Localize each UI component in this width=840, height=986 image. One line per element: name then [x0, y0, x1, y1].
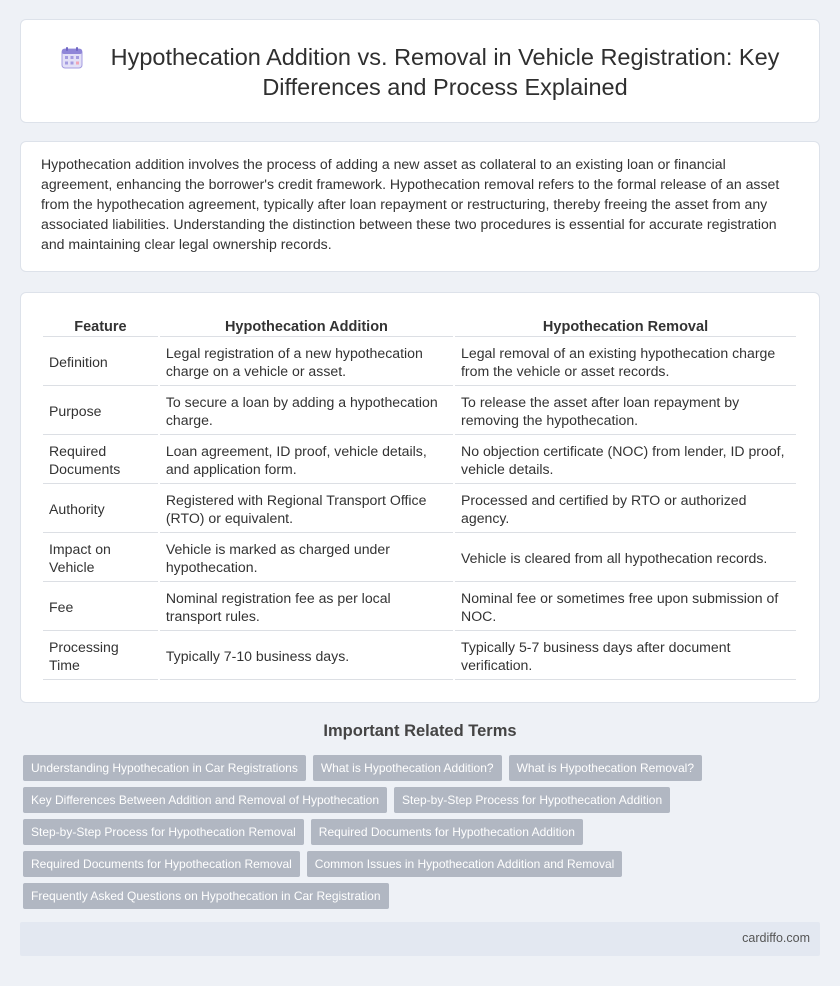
table-row [43, 582, 796, 631]
addition-cell: Nominal registration fee as per local transport rules. [160, 582, 453, 631]
column-header-feature: Feature [43, 317, 158, 337]
table-row [43, 337, 796, 386]
related-term-link[interactable]: Required Documents for Hypothecation Removal [23, 851, 300, 877]
feature-cell: Authority [43, 484, 158, 533]
removal-cell: Nominal fee or sometimes free upon submission of NOC. [455, 582, 796, 631]
column-header-removal: Hypothecation Removal [455, 317, 796, 337]
table-row [43, 484, 796, 533]
related-term-link[interactable]: Frequently Asked Questions on Hypothecation in Car Registration [23, 883, 389, 909]
feature-cell: Required Documents [43, 435, 158, 484]
related-term-link[interactable]: What is Hypothecation Addition? [313, 755, 502, 781]
header-card [20, 19, 820, 123]
comparison-table [41, 317, 798, 680]
removal-cell: Vehicle is cleared from all hypothecation records. [455, 533, 796, 582]
comparison-table-card [20, 292, 820, 703]
tag-row [23, 787, 803, 813]
removal-cell: Processed and certified by RTO or authorized agency. [455, 484, 796, 533]
addition-cell: Loan agreement, ID proof, vehicle details, and application form. [160, 435, 453, 484]
related-term-link[interactable]: Understanding Hypothecation in Car Registrations [23, 755, 306, 781]
feature-cell: Fee [43, 582, 158, 631]
intro-paragraph: Hypothecation addition involves the process of adding a new asset as collateral to an existing loan or financial agreement, enhancing the borrower's credit framework. Hypothecation removal refers to the formal release of an asset from the hypothecation agreement, typically after loan repayment or restructuring, thereby freeing the asset from any associated liabilities. Understanding the distinction between these two procedures is essential for accurate registration and maintaining clear legal ownership records. [41, 156, 780, 252]
page-title: Hypothecation Addition vs. Removal in Vehicle Registration: Key Differences and Process Explained [110, 44, 780, 100]
related-term-link[interactable]: Key Differences Between Addition and Removal of Hypothecation [23, 787, 387, 813]
related-terms-list [23, 755, 803, 915]
related-terms-heading: Important Related Terms [323, 722, 517, 740]
related-term-link[interactable]: Required Documents for Hypothecation Addition [311, 819, 583, 845]
addition-cell: Registered with Regional Transport Office (RTO) or equivalent. [160, 484, 453, 533]
related-term-link[interactable]: Step-by-Step Process for Hypothecation Removal [23, 819, 304, 845]
tag-row [23, 755, 803, 781]
column-header-addition: Hypothecation Addition [160, 317, 453, 337]
addition-cell: To secure a loan by adding a hypothecation charge. [160, 386, 453, 435]
addition-cell: Legal registration of a new hypothecation charge on a vehicle or asset. [160, 337, 453, 386]
tag-row [23, 883, 803, 909]
addition-cell: Vehicle is marked as charged under hypothecation. [160, 533, 453, 582]
feature-cell: Definition [43, 337, 158, 386]
table-row [43, 533, 796, 582]
table-row [43, 386, 796, 435]
table-row [43, 435, 796, 484]
feature-cell: Purpose [43, 386, 158, 435]
footer-site-link[interactable]: cardiffo.com [742, 931, 810, 945]
tag-row [23, 819, 803, 845]
calendar-grid-icon [61, 47, 83, 69]
feature-cell: Processing Time [43, 631, 158, 680]
related-term-link[interactable]: What is Hypothecation Removal? [509, 755, 702, 781]
footer [20, 922, 820, 956]
addition-cell: Typically 7-10 business days. [160, 631, 453, 680]
removal-cell: Typically 5-7 business days after document verification. [455, 631, 796, 680]
table-header-row [43, 317, 796, 337]
tag-row [23, 851, 803, 877]
related-term-link[interactable]: Step-by-Step Process for Hypothecation Addition [394, 787, 670, 813]
feature-cell: Impact on Vehicle [43, 533, 158, 582]
removal-cell: To release the asset after loan repayment by removing the hypothecation. [455, 386, 796, 435]
intro-card [20, 141, 820, 272]
table-row [43, 631, 796, 680]
removal-cell: No objection certificate (NOC) from lender, ID proof, vehicle details. [455, 435, 796, 484]
removal-cell: Legal removal of an existing hypothecation charge from the vehicle or asset records. [455, 337, 796, 386]
related-term-link[interactable]: Common Issues in Hypothecation Addition and Removal [307, 851, 623, 877]
